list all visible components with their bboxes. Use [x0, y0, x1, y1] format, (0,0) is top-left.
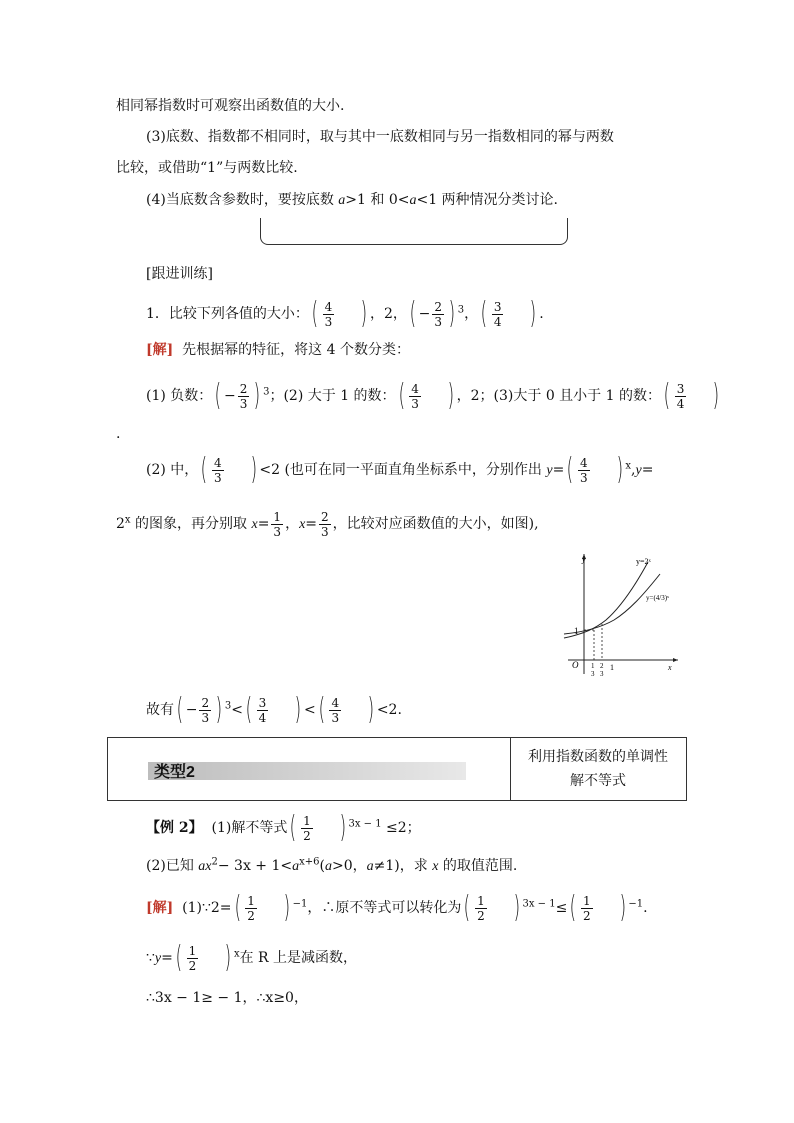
exponent: 3 — [457, 304, 465, 316]
fraction: $\frac{1}{3}$ — [273, 509, 282, 539]
summary-bracket-box — [260, 218, 568, 245]
part-2-line-b: 2$^x$ 的图象，再分别取 x= $\frac{1}{3}$ ，x= $\frac{2}{3}$ ，比较对应函数值的大小，如图), — [116, 509, 539, 539]
paren: ) — [616, 452, 623, 487]
fraction: $\frac{1}{2}$ — [188, 943, 197, 973]
solution-1-intro: [解] 先根据幂的特征，将这 4 个数分类： — [146, 342, 410, 358]
paren: ) — [294, 692, 302, 727]
type-title-line: 利用指数函数的单调性 — [528, 748, 668, 764]
x-tick-1-den: 3 — [591, 670, 595, 678]
paren: ) — [254, 378, 261, 413]
solution-tag: [解] — [146, 900, 174, 916]
fraction: $\frac{3}{4}$ — [258, 695, 267, 725]
paren: ( — [398, 378, 405, 413]
paren: ( — [663, 378, 671, 413]
section-type-banner — [107, 737, 687, 801]
example-2-line-2: (2)已知 $ax^2- 3x + 1<a^{x+6}(a>0$，a≠1)，求 x 的取值范围. — [146, 856, 518, 874]
text-span: 1．比较下列各值的大小： — [146, 306, 309, 322]
fraction: $\frac{4}{3}$ — [214, 455, 222, 485]
fraction: $\frac{2}{3}$ — [201, 695, 210, 725]
fraction: $\frac{4}{3}$ — [331, 695, 340, 725]
fraction: $\frac{4}{3}$ — [324, 299, 333, 329]
paren: ) — [367, 692, 375, 727]
x-tick-1-num: 1 — [591, 662, 595, 670]
text-span: <1 两种情况分类讨论. — [416, 192, 559, 208]
fraction: $\frac{4}{3}$ — [580, 455, 588, 485]
curve-label-2x: y=2ˣ — [636, 557, 651, 566]
curve-label-4-3x: y=(4/3)ˣ — [646, 594, 670, 602]
var-a: a — [338, 193, 346, 208]
paren: ( — [318, 692, 325, 727]
text-span: (4)当底数含参数时，要按底数 — [146, 192, 339, 208]
conclusion-line: 故有( − $\frac{2}{3}$ ) $^3$<( $\frac{3}{4}$ ) <( $\frac{4}{3}$ ) <2. — [146, 692, 402, 727]
paren: ( — [290, 810, 297, 845]
text-span: ， — [464, 306, 479, 322]
paren: ( — [311, 296, 319, 331]
fraction: $\frac{2}{3}$ — [321, 509, 329, 539]
paren: ) — [215, 692, 223, 727]
type-title-line: 解不等式 — [570, 772, 626, 788]
paren: ) — [530, 296, 537, 331]
paren: ) — [360, 296, 368, 331]
type-title — [510, 738, 686, 800]
paren: ) — [250, 452, 257, 487]
x-axis-arrow — [673, 658, 678, 662]
paren: ( — [176, 692, 184, 727]
solution-2-line-3: ∴3x − 1≥ − 1，∴x≥0， — [146, 990, 308, 1006]
exponent: 3 — [263, 386, 270, 398]
paren: ( — [480, 296, 488, 331]
fraction: $\frac{2}{3}$ — [434, 299, 443, 329]
example-tag: 【例 2】 — [146, 820, 203, 836]
paren: ( — [175, 940, 182, 975]
fraction: $\frac{3}{4}$ — [676, 381, 685, 411]
fraction: $\frac{3}{4}$ — [493, 299, 502, 329]
curve-4-3-power-x — [564, 574, 660, 634]
paren: ( — [234, 890, 241, 925]
paren: ( — [566, 452, 574, 487]
text-span: >1 和 0< — [345, 192, 410, 208]
paren: ( — [200, 452, 208, 487]
paren: ) — [448, 296, 456, 331]
solution-2-line-2: ∵y=( $\frac{1}{2}$ ) $^x$在 R 上是减函数， — [146, 940, 358, 975]
type-left-cell — [108, 738, 511, 800]
x-tick-one: 1 — [610, 663, 614, 672]
fraction: $\frac{1}{2}$ — [247, 893, 255, 923]
paren: ) — [513, 890, 520, 925]
exponent: x — [625, 460, 632, 472]
fraction: $\frac{2}{3}$ — [239, 381, 248, 411]
paren: ( — [409, 296, 417, 331]
paren: ) — [283, 890, 290, 925]
text-span: . — [539, 306, 544, 322]
paren: ( — [569, 890, 577, 925]
fraction: $\frac{1}{2}$ — [583, 893, 591, 923]
period: . — [116, 426, 121, 442]
y-label: y — [582, 555, 586, 564]
fraction: $\frac{4}{3}$ — [411, 381, 419, 411]
paren: ) — [712, 378, 720, 413]
type-label: 类型2 — [154, 764, 195, 781]
x-label: x — [668, 663, 672, 672]
text-span: ，2， — [370, 306, 407, 322]
fraction: $\frac{1}{2}$ — [303, 813, 311, 843]
x-tick-2-num: 2 — [600, 662, 604, 670]
type-bar — [148, 762, 466, 780]
text-line: (3)底数、指数都不相同时，取与其中一底数相同与另一指数相同的幂与两数 — [146, 129, 614, 145]
paren: ( — [464, 890, 471, 925]
paren: ) — [447, 378, 455, 413]
paren: ) — [339, 810, 346, 845]
text-line: 相同幂指数时可观察出函数值的大小. — [116, 98, 345, 114]
text-line: 比较，或借助“1”与两数比较. — [116, 160, 298, 176]
part-2-line: (2) 中，( $\frac{4}{3}$ ) <2 (也可在同一平面直角坐标系中，分别作出 y=( $\frac{4}{3}$ ) $^x$,y= — [146, 452, 654, 487]
classification-line: (1) 负数：( − $\frac{2}{3}$ ) $^3$；(2) 大于 1 的数：( $\frac{4}{3}$ ) ，2；(3)大于 0 且小于 1 的数：( $\frac{3}{4}$ ) — [146, 378, 720, 413]
text-line — [146, 190, 558, 211]
paren: ) — [224, 940, 232, 975]
solution-2-line-1: [解] (1)∵2=( $\frac{1}{2}$ ) $^{-1}$，∴原不等式可以转化为( $\frac{1}{2}$ ) $^{3x - 1}$≤( $\frac{1}{2}$ ) $^{-1}$. — [146, 890, 648, 925]
exponential-graph — [560, 548, 684, 680]
question-1: 1．比较下列各值的大小：( $\frac{4}{3}$ ) ，2，( − $\frac{2}{3}$ ) $^3$，( $\frac{3}{4}$ ) . — [146, 296, 544, 331]
paren: ( — [245, 692, 253, 727]
x-tick-2-den: 3 — [600, 670, 604, 678]
example-2-line-1: 【例 2】 (1)解不等式( $\frac{1}{2}$ ) $^{3x - 1}$ ≤2； — [146, 810, 421, 845]
solution-tag: [解] — [146, 342, 174, 358]
var-a: a — [409, 193, 417, 208]
paren: ) — [619, 890, 626, 925]
training-label: [跟进训练] — [146, 266, 213, 282]
fraction: $\frac{1}{2}$ — [477, 893, 485, 923]
y-tick-1: 1 — [574, 626, 579, 636]
paren: ( — [214, 378, 222, 413]
origin-label: O — [572, 660, 579, 670]
